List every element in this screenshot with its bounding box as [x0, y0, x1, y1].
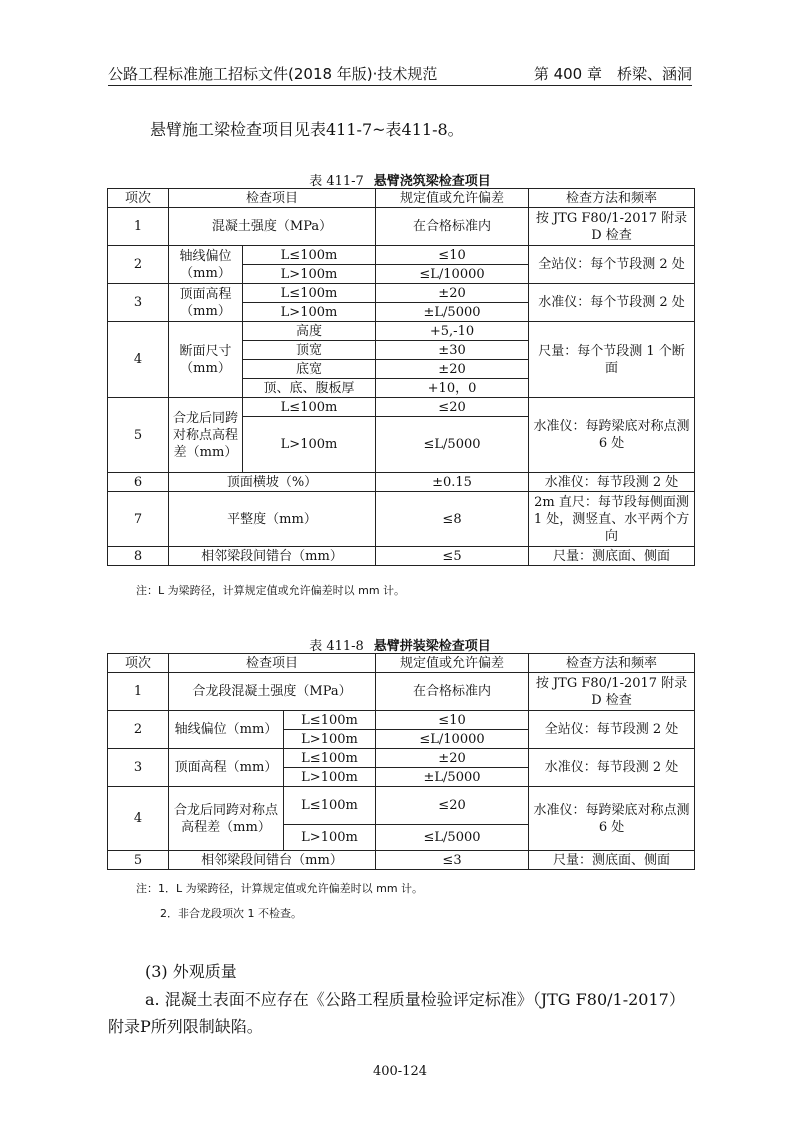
cell-value: ≤L/5000 [376, 825, 529, 851]
table1-note: 注：L 为梁跨径，计算规定值或允许偏差时以 mm 计。 [136, 584, 406, 597]
table-411-7 [107, 188, 695, 566]
section-heading: (3) 外观质量 [145, 962, 237, 981]
table1-title: 悬臂浇筑梁检查项目 [373, 174, 491, 189]
cell-item: 顶面高程（mm） [169, 749, 284, 787]
intro-text: 悬臂施工梁检查项目见表411-7~表411-8。 [150, 120, 464, 139]
cell-no: 6 [108, 473, 169, 492]
th-method: 检查方法和频率 [529, 189, 695, 208]
cell-no: 1 [108, 208, 169, 246]
header-chapter: 第 400 章 桥梁、涵洞 [533, 65, 692, 83]
cell-method: 全站仪：每节段测 2 处 [529, 711, 695, 749]
cell-method: 尺量：测底面、侧面 [529, 851, 695, 870]
cell-item: 合龙后同跨对称点高程差（mm） [169, 787, 284, 851]
cell-value: ±20 [376, 749, 529, 768]
cell-no: 1 [108, 673, 169, 711]
cell-value: ≤10 [376, 246, 529, 265]
table-row [108, 787, 695, 825]
th-method: 检查方法和频率 [529, 654, 695, 673]
table-row [108, 492, 695, 547]
cell-value: ±20 [376, 284, 529, 303]
table-row [108, 284, 695, 303]
th-item: 检查项目 [169, 654, 376, 673]
table1-number: 表 411-7 [309, 174, 364, 189]
cell-value: 在合格标准内 [376, 208, 529, 246]
cell-value: ≤10 [376, 711, 529, 730]
cell-method: 水准仪：每节段测 2 处 [529, 749, 695, 787]
cell-method: 水准仪：每节段测 2 处 [529, 473, 695, 492]
cell-value: +5,-10 [376, 322, 529, 341]
table-row [108, 322, 695, 341]
table2-number: 表 411-8 [309, 639, 364, 654]
cell-no: 4 [108, 322, 169, 398]
cell-sub: L>100m [284, 825, 376, 851]
cell-no: 5 [108, 851, 169, 870]
cell-value: ≤L/10000 [376, 730, 529, 749]
table1-caption [108, 170, 692, 189]
table2-title: 悬臂拼装梁检查项目 [373, 639, 491, 654]
cell-sub: 底宽 [243, 360, 376, 379]
table-row [108, 711, 695, 730]
cell-sub: 高度 [243, 322, 376, 341]
cell-item: 轴线偏位（mm） [169, 246, 243, 284]
cell-value: ±L/5000 [376, 768, 529, 787]
table-row [108, 208, 695, 246]
cell-method: 2m 直尺：每节段每侧面测 1 处，测竖直、水平两个方向 [529, 492, 695, 547]
cell-no: 3 [108, 284, 169, 322]
cell-sub: L>100m [284, 768, 376, 787]
cell-value: ±30 [376, 341, 529, 360]
table2-caption [108, 635, 692, 654]
cell-sub: L>100m [243, 303, 376, 322]
cell-item: 相邻梁段间错台（mm） [169, 851, 376, 870]
cell-sub: 顶宽 [243, 341, 376, 360]
table2-note-1: 注：1．L 为梁跨径，计算规定值或允许偏差时以 mm 计。 [136, 882, 424, 895]
cell-no: 2 [108, 711, 169, 749]
cell-method: 尺量：每个节段测 1 个断面 [529, 322, 695, 398]
cell-item: 混凝土强度（MPa） [169, 208, 376, 246]
cell-value: ≤L/10000 [376, 265, 529, 284]
cell-value: ≤3 [376, 851, 529, 870]
cell-method: 全站仪：每个节段测 2 处 [529, 246, 695, 284]
cell-sub: L≤100m [243, 398, 376, 417]
cell-value: ≤20 [376, 398, 529, 417]
th-value: 规定值或允许偏差 [376, 189, 529, 208]
cell-method: 水准仪：每个节段测 2 处 [529, 284, 695, 322]
table-row [108, 851, 695, 870]
table2-header-row [108, 654, 695, 673]
cell-no: 8 [108, 547, 169, 566]
cell-no: 2 [108, 246, 169, 284]
cell-value: 在合格标准内 [376, 673, 529, 711]
cell-value: ≤20 [376, 787, 529, 825]
cell-sub: L>100m [284, 730, 376, 749]
cell-method: 尺量：测底面、侧面 [529, 547, 695, 566]
header-rule [108, 85, 692, 86]
th-item: 检查项目 [169, 189, 376, 208]
cell-sub: L>100m [243, 417, 376, 473]
table-411-8 [107, 653, 695, 870]
table2-note-2: 2．非合龙段项次 1 不检查。 [160, 907, 302, 920]
cell-item: 断面尺寸（mm） [169, 322, 243, 398]
cell-sub: L≤100m [243, 284, 376, 303]
cell-no: 3 [108, 749, 169, 787]
cell-value: ≤8 [376, 492, 529, 547]
table-row [108, 749, 695, 768]
cell-value: ≤5 [376, 547, 529, 566]
cell-sub: L≤100m [243, 246, 376, 265]
cell-sub: L>100m [243, 265, 376, 284]
table-row [108, 398, 695, 417]
cell-value: ±0.15 [376, 473, 529, 492]
cell-item: 顶面高程（mm） [169, 284, 243, 322]
th-no: 项次 [108, 189, 169, 208]
cell-no: 7 [108, 492, 169, 547]
cell-item: 轴线偏位（mm） [169, 711, 284, 749]
cell-no: 4 [108, 787, 169, 851]
th-value: 规定值或允许偏差 [376, 654, 529, 673]
cell-sub: L≤100m [284, 787, 376, 825]
body-paragraph: a. 混凝土表面不应存在《公路工程质量检验评定标准》（JTG F80/1-2017）附录P所列限制缺陷。 [108, 990, 685, 1036]
table-row [108, 547, 695, 566]
cell-item: 顶面横坡（%） [169, 473, 376, 492]
th-no: 项次 [108, 654, 169, 673]
cell-value: ≤L/5000 [376, 417, 529, 473]
table-row [108, 673, 695, 711]
page-number: 400-124 [372, 1064, 428, 1079]
table-row [108, 473, 695, 492]
cell-method: 水准仪：每跨梁底对称点测 6 处 [529, 398, 695, 473]
table1-header-row [108, 189, 695, 208]
page-header [108, 58, 692, 84]
cell-item: 合龙后同跨对称点高程差（mm） [169, 398, 243, 473]
cell-no: 5 [108, 398, 169, 473]
cell-sub: 顶、底、腹板厚 [243, 379, 376, 398]
cell-value: ±L/5000 [376, 303, 529, 322]
table-row [108, 246, 695, 265]
cell-sub: L≤100m [284, 749, 376, 768]
header-doc-title: 公路工程标准施工招标文件(2018 年版)·技术规范 [108, 65, 438, 83]
cell-method: 水准仪：每跨梁底对称点测 6 处 [529, 787, 695, 851]
cell-value: +10，0 [376, 379, 529, 398]
cell-value: ±20 [376, 360, 529, 379]
cell-sub: L≤100m [284, 711, 376, 730]
cell-method: 按 JTG F80/1-2017 附录 D 检查 [529, 208, 695, 246]
cell-method: 按 JTG F80/1-2017 附录 D 检查 [529, 673, 695, 711]
cell-item: 相邻梁段间错台（mm） [169, 547, 376, 566]
cell-item: 平整度（mm） [169, 492, 376, 547]
cell-item: 合龙段混凝土强度（MPa） [169, 673, 376, 711]
